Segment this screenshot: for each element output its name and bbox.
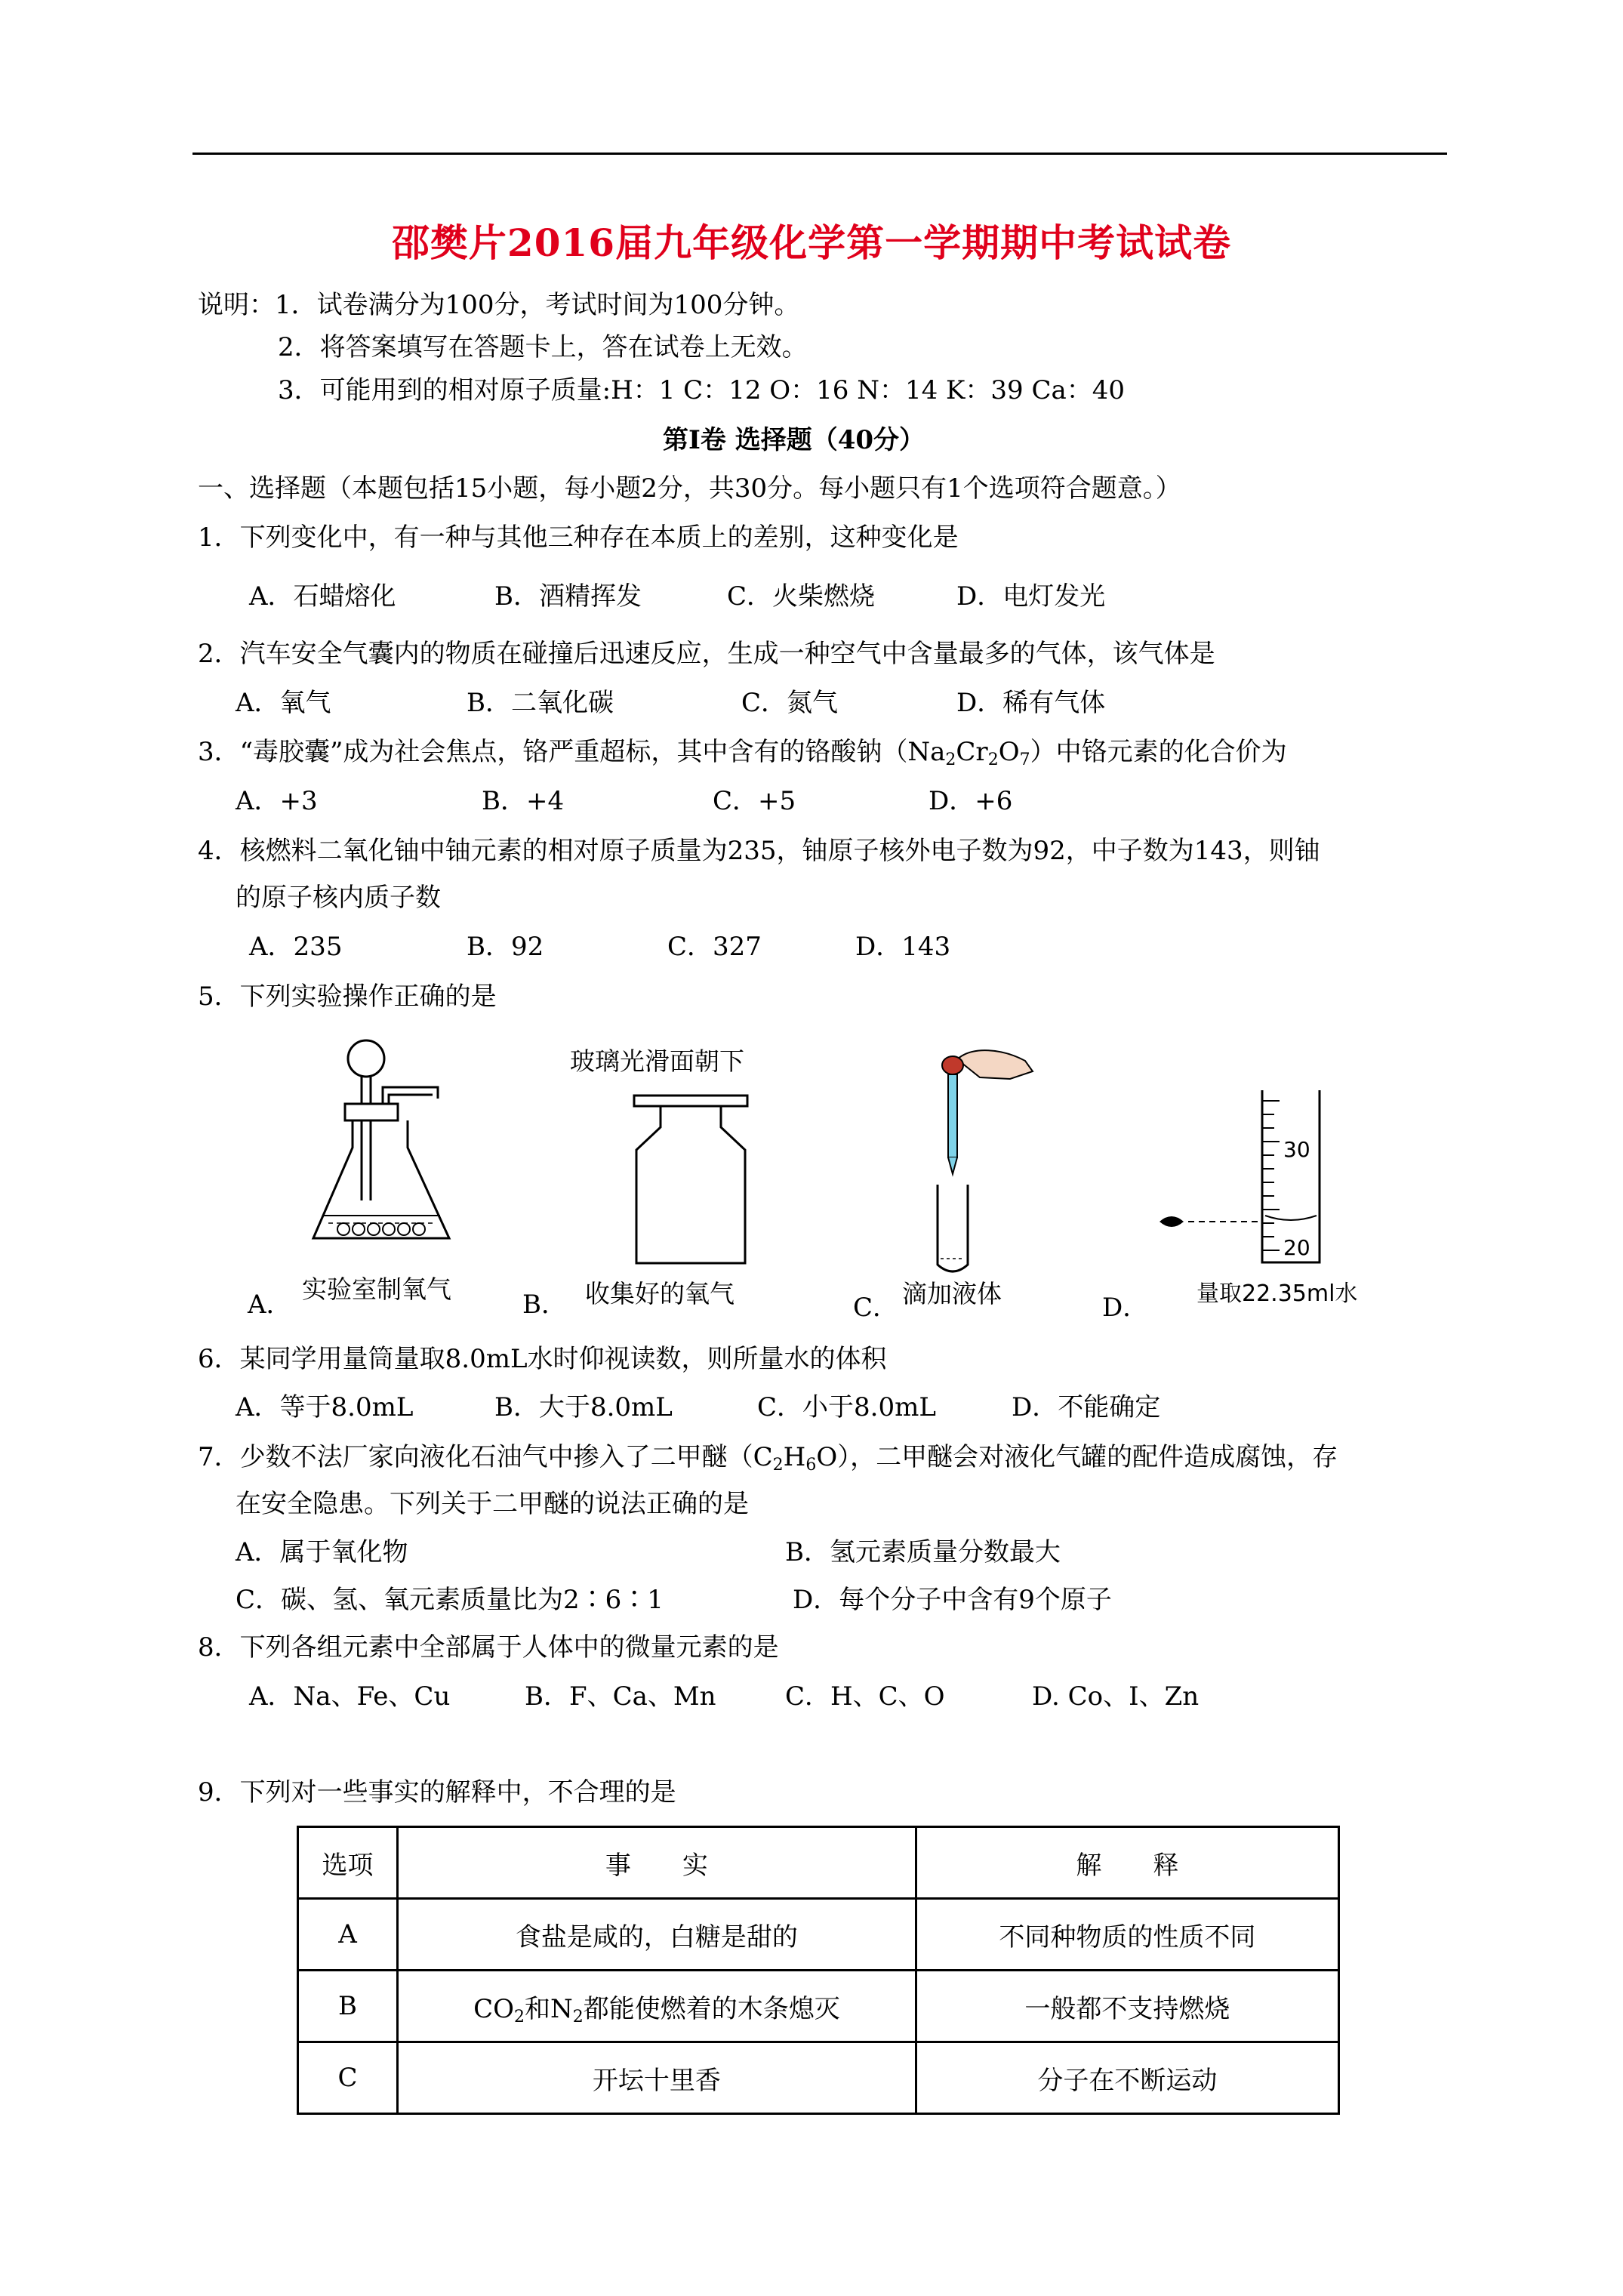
row-explanation: 不同种物质的性质不同 [916,1899,1338,1971]
q2-option-b: B．二氧化碳 [467,688,614,718]
header-fact: 事 实 [397,1827,916,1899]
q2-stem: 2．汽车安全气囊内的物质在碰撞后迅速反应，生成一种空气中含量最多的气体，该气体是 [198,639,1215,669]
row-option: B [298,1971,398,2042]
q8-option-b: B．F、Ca、Mn [525,1681,716,1712]
row-fact: 食盐是咸的，白糖是甜的 [397,1899,916,1971]
q7-stem-cont: 在安全隐患。下列关于二甲醚的说法正确的是 [236,1489,749,1519]
q5-option-b: B． [522,1290,567,1320]
q6-option-a: A．等于8.0mL [236,1392,414,1422]
q6-option-d: D．不能确定 [1012,1392,1161,1422]
fig-a-caption: 实验室制氧气 [302,1274,451,1304]
q5-option-a: A． [248,1290,292,1320]
instruction-1: 说明：1．试卷满分为100分，考试时间为100分钟。 [198,290,800,320]
dropper-figure [919,1046,1040,1280]
q5-stem: 5．下列实验操作正确的是 [198,982,497,1012]
q1-stem: 1．下列变化中，有一种与其他三种存在本质上的差别，这种变化是 [198,522,959,553]
q1-option-c: C．火柴燃烧 [727,581,876,612]
q8-stem: 8．下列各组元素中全部属于人体中的微量元素的是 [198,1632,779,1663]
row-fact: $CO_2$和$N_2$都能使燃着的木条熄灭 [397,1971,916,2042]
q7-option-d: D．每个分子中含有9个原子 [793,1585,1112,1615]
q3-option-a: A．+3 [236,786,318,816]
fig-b-top-caption: 玻璃光滑面朝下 [570,1046,744,1076]
q6-stem: 6．某同学用量筒量取8.0mL水时仰视读数，则所量水的体积 [198,1344,887,1374]
q7-stem: 7．少数不法厂家向液化石油气中掺入了二甲醚$(C_2H_6O)$，二甲醚会对液化气罐的配件造成腐蚀，存 [198,1442,1338,1475]
page-title: 邵樊片2016届九年级化学第一学期期中考试试卷 [391,220,1232,265]
row-explanation: 分子在不断运动 [916,2042,1338,2114]
q6-option-b: B．大于8.0mL [494,1392,673,1422]
q2-option-d: D．稀有气体 [956,688,1106,718]
q4-stem-cont: 的原子核内质子数 [236,883,441,913]
q4-option-b: B．92 [467,932,544,962]
table-row [298,1971,1339,2042]
table-row [298,1899,1339,1971]
q1-option-d: D．电灯发光 [956,581,1106,612]
q2-option-a: A．氧气 [236,688,331,718]
fig-b-caption: 收集好的氧气 [585,1279,735,1308]
q3-stem: 3．“毒胶囊”成为社会焦点，铬严重超标，其中含有的铬酸钠$(Na_2Cr_2O_7)$中铬元素的化合价为 [198,737,1287,769]
flask-apparatus-figure [298,1034,479,1261]
table-row [298,2042,1339,2114]
facts-table [297,1826,1340,2115]
row-fact: 开坛十里香 [397,2042,916,2114]
row-option: A [298,1899,398,1971]
q5-option-d: D． [1102,1293,1149,1323]
q3-option-c: C．+5 [713,786,796,816]
q7-option-b: B．氢元素质量分数最大 [785,1537,1061,1567]
cylinder-tick-20: 20 [1283,1235,1310,1260]
q2-option-c: C．氮气 [741,688,839,718]
q7-option-a: A．属于氧化物 [236,1537,408,1567]
q3-option-d: D．+6 [929,786,1013,816]
instruction-3: 3．可能用到的相对原子质量:H：1 C：12 O：16 N：14 K：39 Ca：40 [278,375,1126,405]
row-explanation: 一般都不支持燃烧 [916,1971,1338,2042]
gas-bottle-figure [615,1091,766,1272]
fig-d-caption: 量取22.35ml水 [1196,1281,1358,1307]
header-explanation: 解 释 [916,1827,1338,1899]
cylinder-tick-30: 30 [1283,1137,1310,1162]
fig-c-caption: 滴加液体 [902,1279,1002,1308]
q7-option-c: C．碳、氢、氧元素质量比为2∶6∶1 [236,1585,664,1615]
q9-stem: 9．下列对一些事实的解释中，不合理的是 [198,1777,676,1808]
q4-option-c: C．327 [667,932,762,962]
q6-option-c: C．小于8.0mL [757,1392,936,1422]
q4-option-d: D．143 [855,932,951,962]
table-header-row [298,1827,1339,1899]
q8-option-c: C．H、C、O [785,1681,945,1712]
q5-option-c: C． [853,1293,899,1323]
section-heading: 第Ⅰ卷 选择题（40分） [663,425,925,455]
q8-option-d: D. Co、I、Zn [1032,1681,1200,1712]
q3-option-b: B．+4 [482,786,565,816]
header-rule [192,153,1447,155]
q8-option-a: A．Na、Fe、Cu [249,1681,451,1712]
q1-option-b: B．酒精挥发 [494,581,642,612]
q4-option-a: A．235 [249,932,343,962]
q1-option-a: A．石蜡熔化 [249,581,396,612]
q4-stem: 4．核燃料二氧化铀中铀元素的相对原子质量为235，铀原子核外电子数为92，中子数为143，则铀 [198,836,1320,866]
instruction-2: 2．将答案填写在答题卡上，答在试卷上无效。 [278,332,808,362]
part-heading: 一、选择题（本题包括15小题，每小题2分，共30分。每小题只有1个选项符合题意。） [198,473,1181,504]
row-option: C [298,2042,398,2114]
header-option: 选项 [298,1827,398,1899]
